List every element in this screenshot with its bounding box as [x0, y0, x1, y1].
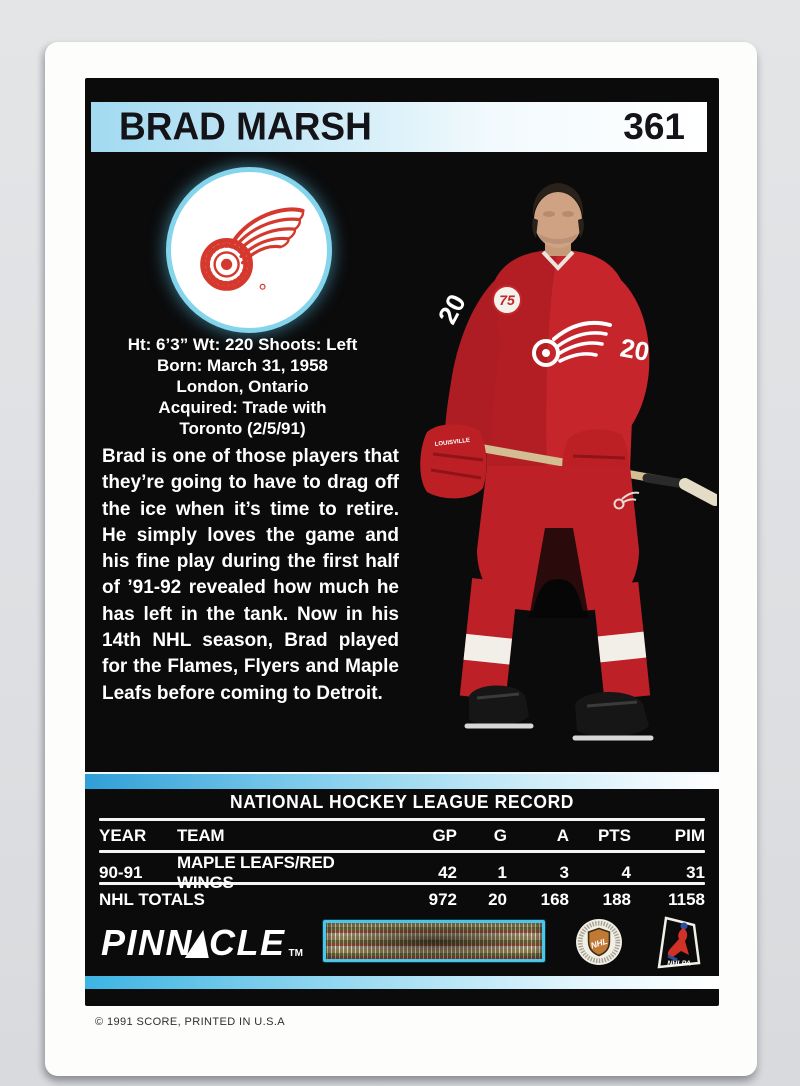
copyright-text: © 1991 SCORE, PRINTED IN U.S.A [95, 1016, 286, 1028]
col-team: TEAM [177, 825, 225, 845]
glove-brand-text: LOUISVILLE [434, 437, 471, 448]
stats-totals-row [99, 885, 705, 914]
col-pts: PTS [597, 825, 631, 845]
totals-gp: 972 [428, 889, 457, 909]
sock-left [460, 578, 518, 700]
cell-g: 1 [497, 863, 507, 882]
cell-a: 3 [559, 863, 569, 882]
jersey-number-left: 20 [431, 289, 472, 329]
totals-pts: 188 [602, 889, 631, 909]
stats-header-row [99, 821, 705, 850]
nhl-75th-anniversary-icon [575, 918, 623, 966]
card-number: 361 [623, 106, 685, 147]
totals-a: 168 [540, 889, 569, 909]
hologram-strip [323, 920, 545, 962]
bio-line: London, Ontario [176, 377, 309, 396]
skate-left [467, 686, 531, 727]
cell-gp: 42 [438, 863, 457, 882]
col-year: YEAR [99, 825, 147, 845]
bio-line: Acquired: Trade with [158, 398, 327, 417]
stats-section-title: NATIONAL HOCKEY LEAGUE RECORD [229, 791, 575, 813]
cell-year: 90-91 [99, 863, 143, 882]
player-name: BRAD MARSH [119, 105, 372, 148]
pinnacle-text-right: CLE [209, 922, 286, 963]
bottom-accent-stripe [85, 976, 719, 989]
pinnacle-logo [101, 922, 303, 963]
card-back-face [85, 78, 719, 1006]
title-bar [91, 102, 707, 152]
jersey-number-right: 20 [617, 332, 652, 367]
totals-pim: 1158 [668, 889, 705, 909]
col-a: A [556, 825, 569, 845]
bio-block [85, 334, 400, 439]
player-summary-text: Brad is one of those players that they’re going to have to drag off the ice when it’s time to retire. He simply loves the game and his fine play during the first half of ’91-92 revealed how much he has left in the tank. Now in his 14th NHL season, Brad played for the Flames, Flyers and Maple Leafs before coming to Detroit. [102, 446, 399, 704]
player-photo [397, 148, 717, 773]
divider-bar [85, 772, 719, 789]
red-wings-winged-wheel-icon [185, 194, 313, 306]
pinnacle-text-left: PINN [101, 922, 194, 963]
skate-right [575, 692, 651, 738]
patch-number-text: 75 [499, 292, 515, 308]
glove-left [420, 424, 486, 498]
sock-right [593, 582, 651, 700]
col-gp: GP [432, 825, 457, 845]
nhlpa-text: NHLPA [667, 960, 691, 968]
trading-card [45, 42, 757, 1076]
totals-g: 20 [488, 889, 507, 909]
cell-team: MAPLE LEAFS/RED WINGS [177, 853, 335, 892]
nhl-shield-text: NHL [589, 935, 609, 951]
trademark-text: TM [288, 948, 303, 959]
cell-pim: 31 [686, 863, 705, 882]
stats-data-row [99, 853, 705, 892]
player-photo-illustration [397, 148, 717, 773]
bio-line: Born: March 31, 1958 [156, 356, 328, 375]
team-logo-badge [171, 172, 327, 328]
cell-pts: 4 [621, 863, 631, 882]
col-g: G [493, 825, 507, 845]
stats-section [99, 790, 705, 914]
anniversary-patch [493, 286, 521, 314]
bio-line: Toronto (2/5/91) [179, 419, 306, 438]
totals-label: NHL TOTALS [99, 889, 205, 909]
bio-line: Ht: 6’3” Wt: 220 Shoots: Left [127, 335, 358, 354]
nhlpa-icon [655, 916, 701, 970]
col-pim: PIM [674, 825, 705, 845]
brand-row [85, 916, 719, 976]
